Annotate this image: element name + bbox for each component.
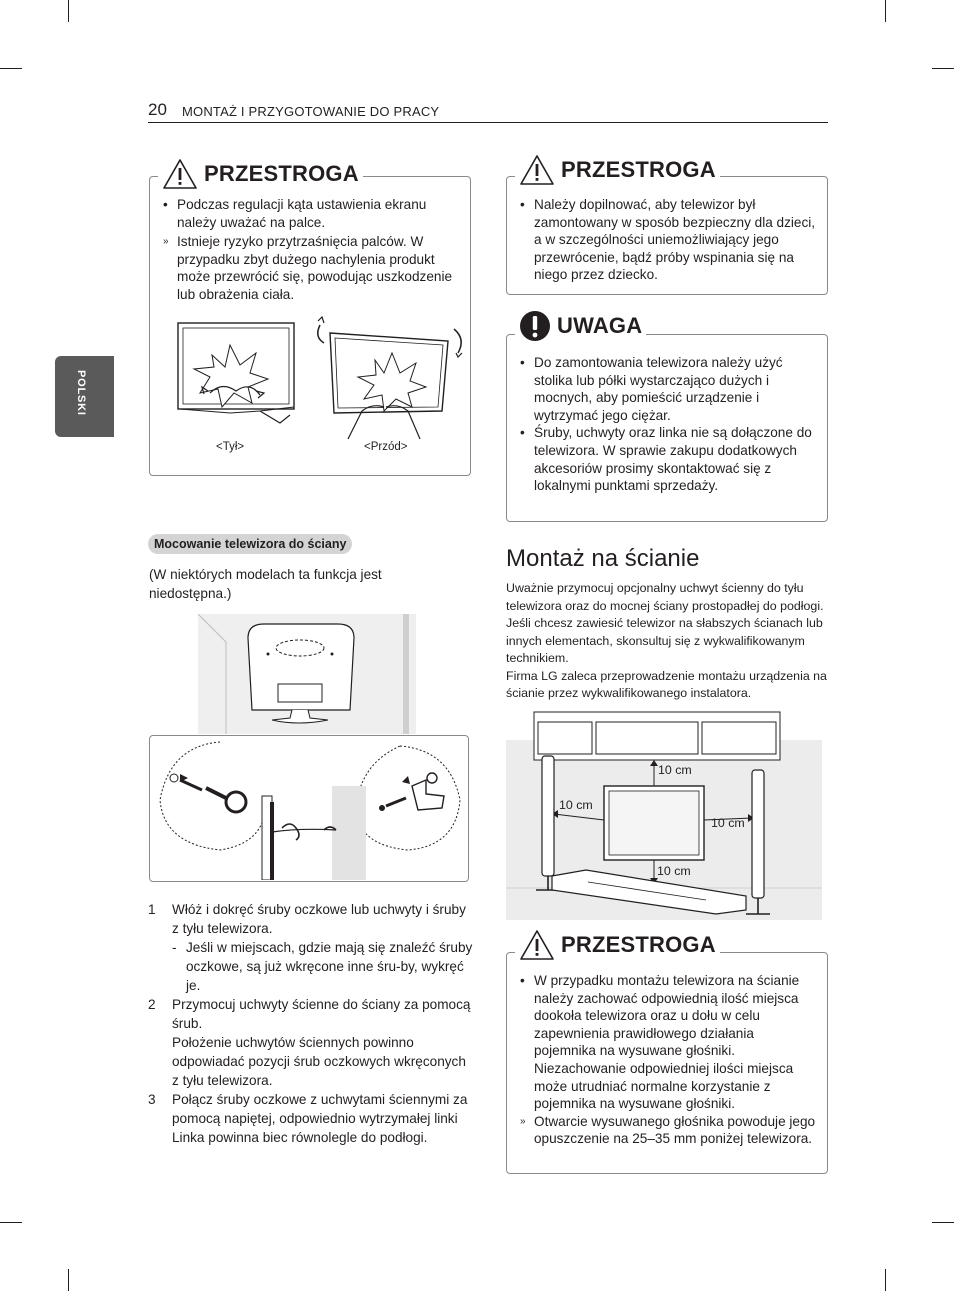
exclamation-circle-icon — [519, 310, 551, 342]
crop-mark — [932, 68, 954, 69]
header-rule — [148, 122, 828, 123]
steps-list — [148, 900, 474, 1147]
warning-triangle-icon — [519, 929, 555, 961]
dim-right-label: 10 cm — [711, 816, 745, 830]
crop-mark — [932, 1222, 954, 1223]
caption-front: <Przód> — [364, 441, 408, 453]
page-header-title: MONTAŻ I PRZYGOTOWANIE DO PRACY — [182, 104, 440, 119]
tv-back-wall-illustration — [198, 614, 416, 734]
crop-mark — [68, 1269, 69, 1291]
list-item: » Otwarcie wysuwanego głośnika powoduje jego opuszczenie na 25–35 mm poniżej telewizora. — [520, 1113, 816, 1147]
caution-list-right-top — [508, 196, 818, 284]
crop-mark — [68, 0, 69, 22]
notice-title: UWAGA — [557, 313, 643, 338]
caution-title: PRZESTROGA — [561, 932, 716, 957]
caution-title: PRZESTROGA — [204, 161, 359, 186]
dim-top-label: 10 cm — [658, 763, 692, 777]
warning-triangle-icon — [519, 154, 555, 186]
crop-mark — [885, 1269, 886, 1291]
tv-tilt-illustration — [170, 315, 470, 445]
step-item: 2 Przymocuj uchwyty ścienne do ściany za pomocą śrub. Położenie uchwytów ściennych powinno odpowiadać pozycji śrub oczkowych wkręconych z tyłu telewizora. — [148, 995, 474, 1090]
step-extra: Położenie uchwytów ściennych powinno odpowiadać pozycji śrub oczkowych wkręconych z tyłu telewizora. — [172, 1035, 466, 1088]
page-number: 20 — [148, 100, 167, 119]
list-item: » Istnieje ryzyko przytrzaśnięcia palców. W przypadku zbyt dużego nachylenia produkt może przewrócić się, powodując uszkodzenie lub obrażenia ciała. — [163, 234, 453, 302]
dim-left-label: 10 cm — [559, 798, 593, 812]
notice-header — [515, 310, 646, 342]
step-subnote: - Jeśli w miejscach, gdzie mają się znaleźć śruby oczkowe, są już wkręcone inne śru-by, wykręć je. — [172, 940, 473, 993]
language-tab — [55, 356, 114, 437]
model-note: (W niektórych modelach ta funkcja jest niedostępna.) — [149, 567, 382, 601]
caution-list-left — [151, 196, 467, 304]
step-item: 1 Włóż i dokręć śruby oczkowe lub uchwyty i śruby z tyłu telewizora. - Jeśli w miejscach, gdzie mają się znaleźć śruby oczkowe, są już wkręcone inne śru-by, wykręć je. — [148, 902, 473, 993]
dim-bottom-label: 10 cm — [657, 864, 691, 878]
section-heading: Montaż na ścianie — [506, 545, 700, 572]
section-body: Uważnie przymocuj opcjonalny uchwyt ścienny do tyłu telewizora oraz do mocnej ściany prostopadłej do podłogi. Jeśli chcesz zawiesić telewizor na słabszych ścianach lub innych elementach, skonsultuj się z wykwalifikowanym technikiem. Firma LG zaleca przeprowadzenie montażu urządzenia na ścianie przez wykwalifikowanego instalatora. — [506, 581, 827, 700]
crop-mark — [885, 0, 886, 22]
list-item: • Podczas regulacji kąta ustawienia ekranu należy uważać na palce. — [163, 197, 427, 230]
crop-mark — [0, 68, 22, 69]
language-tab-label: POLSKI — [75, 370, 87, 416]
wall-mount-clearance-diagram — [506, 710, 822, 920]
caution-title: PRZESTROGA — [561, 157, 716, 182]
notice-list — [508, 354, 818, 495]
caution-header-right-top — [515, 154, 720, 186]
section-pill: Mocowanie telewizora do ściany — [148, 534, 352, 554]
list-item: • Należy dopilnować, aby telewizor był zamontowany w sposób bezpieczny dla dzieci, a w szczególności uniemożliwiający jego przewrócenie, bądź próby wspinania się na niego przez dziecko. — [520, 197, 816, 283]
list-item: • Śruby, uchwyty oraz linka nie są dołączone do telewizora. W sprawie zakupu dodatkowych akcesoriów prosimy skontaktować się z lokalnymi punktami sprzedaży. — [520, 425, 812, 494]
warning-triangle-icon — [162, 158, 198, 190]
caution-header-left — [158, 158, 363, 190]
step-item: 3 Połącz śruby oczkowe z uchwytami ściennymi za pomocą napiętej, odpowiednio wytrzymałej linki Linka powinna biec równolegle do podłogi. — [148, 1092, 468, 1145]
list-item: • Do zamontowania telewizora należy użyć stolika lub półki wystarczająco dużych i mocnych, aby pomieścić urządzenie i wytrzymać jego ciężar. — [520, 355, 783, 423]
caution-list-right-bottom — [508, 972, 818, 1148]
eye-bolt-bracket-illustration — [150, 736, 466, 880]
caption-back: <Tył> — [216, 441, 245, 453]
crop-mark — [0, 1222, 22, 1223]
list-item: • W przypadku montażu telewizora na ścianie należy zachować odpowiednią ilość miejsca dookoła telewizora oraz u dołu w celu zapewnienia prawidłowego działania pojemnika na wysuwane głośniki. Niezachowanie odpowiedniej ilości miejsca może utrudniać normalne korzystanie z pojemnika na wysuwane głośniki. — [520, 973, 800, 1112]
caution-header-right-bottom — [515, 929, 720, 961]
